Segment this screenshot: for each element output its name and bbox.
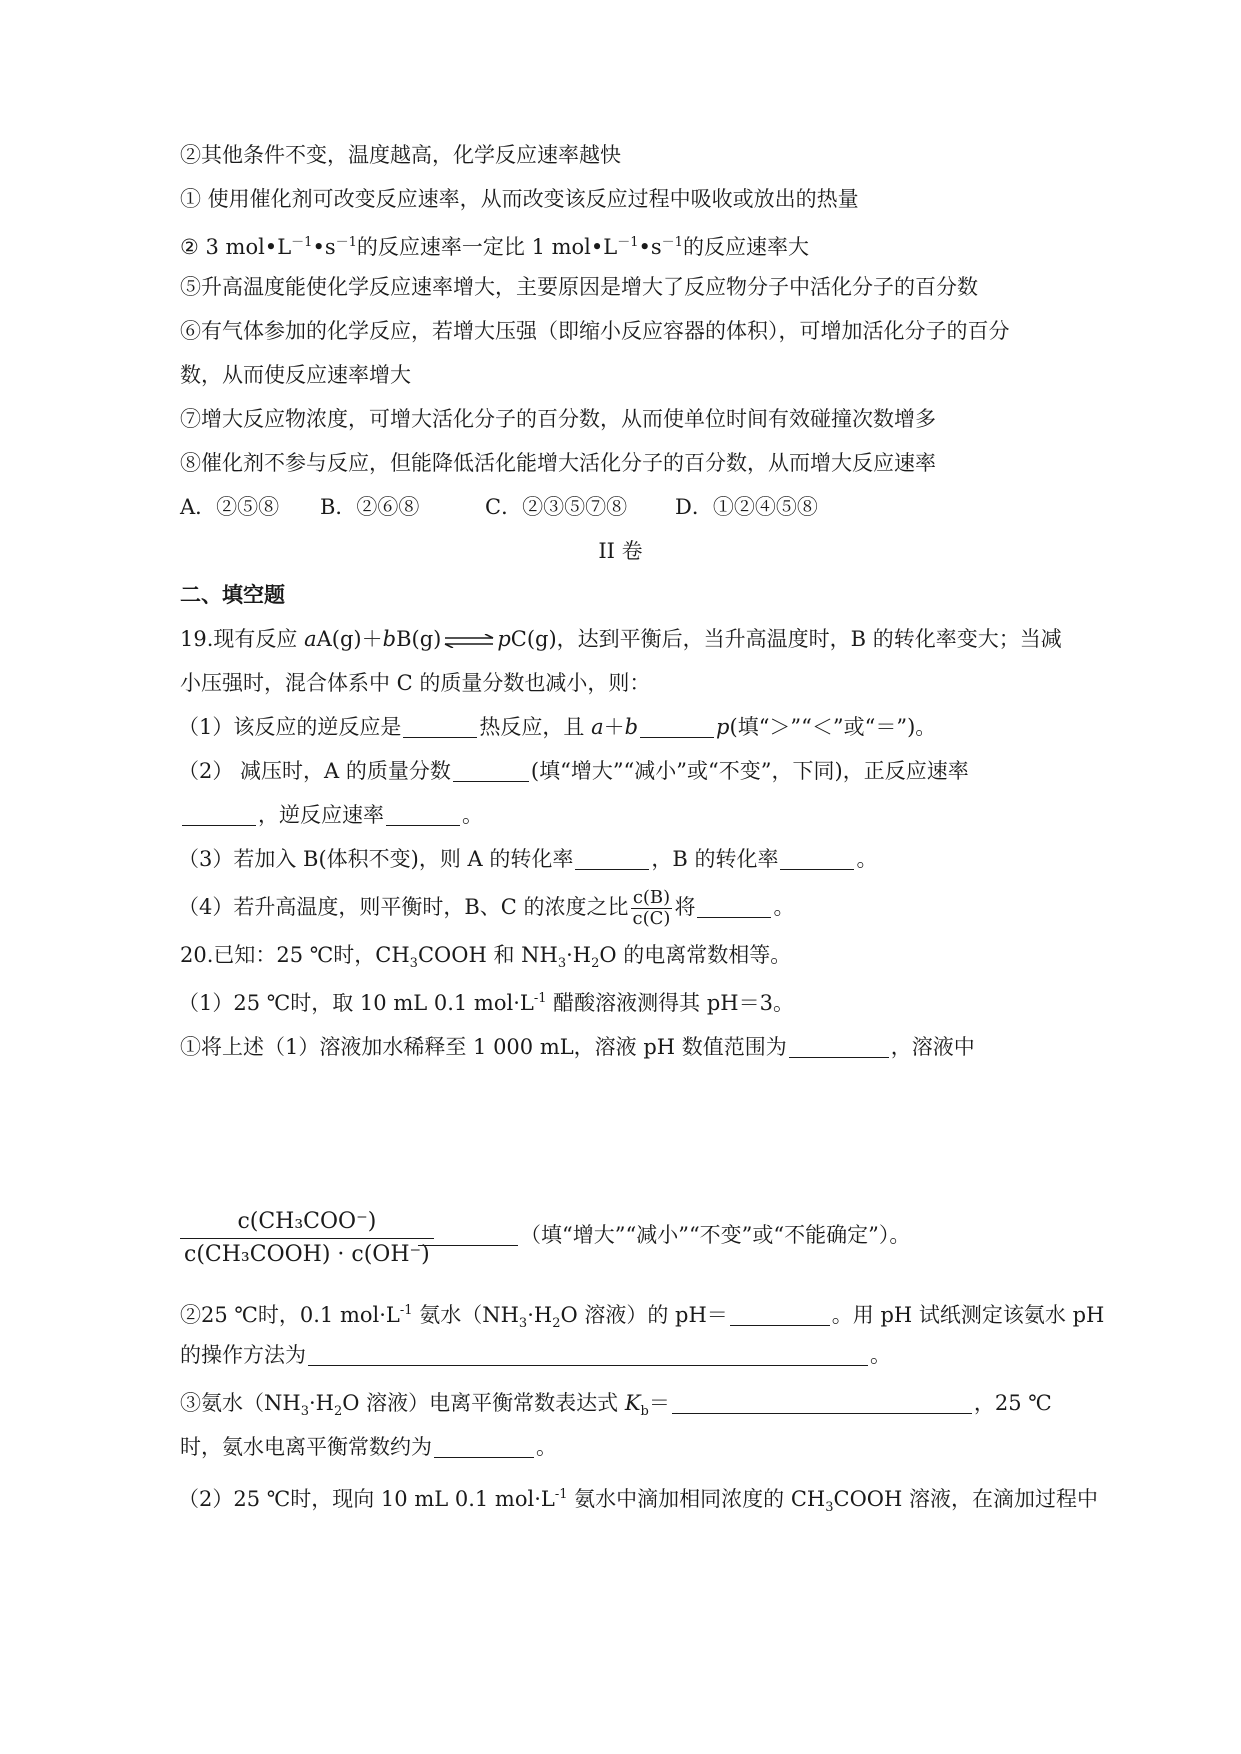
sup: －1 [335,235,357,250]
option-c[interactable]: C．②③⑤⑦⑧ [485,495,628,519]
q20-part1-sub3-line2 [180,1432,557,1462]
text: A(g)＋ [316,627,383,651]
text: （2）25 ℃时，现向 10 mL 0.1 mol·L [178,1487,555,1511]
text: 氨水中滴加相同浓度的 CH [567,1487,826,1511]
text: ③氨水（NH [180,1391,301,1415]
answer-blank[interactable] [697,895,771,918]
answer-blank[interactable] [730,1303,830,1326]
answer-blank[interactable] [182,803,256,826]
statement-6-line1: ⑥有气体参加的化学反应，若增大压强（即缩小反应容器的体积），可增加活化分子的百分 [180,319,1010,343]
q20-part2 [178,1480,1098,1523]
option-d[interactable]: D．①②④⑤⑧ [675,495,818,519]
section-title: 二、填空题 [180,583,285,607]
volume-title: II 卷 [598,539,643,563]
text: B(g) [396,627,442,651]
text: 。 [856,847,878,871]
answer-blank[interactable] [434,1435,534,1458]
text: （填“增大”“减小”“不变”或“不能确定”）。 [520,1223,911,1247]
text: 将 [674,895,696,919]
q19-part3 [178,844,877,874]
text: 。 [870,1343,891,1367]
text: C(g)，达到平衡后，当升高温度时，B 的转化率变大；当减 [510,627,1062,651]
text: 热反应，且 [479,715,592,739]
var-p: p [716,715,730,739]
sub: 2 [591,956,600,972]
sub: 3 [409,956,418,972]
text: •s [638,235,662,259]
text: 。用 pH 试纸测定该氨水 pH [831,1303,1105,1327]
text: COOH 溶液，在滴加过程中 [833,1487,1099,1511]
text: 19.现有反应 [180,627,305,651]
text: 。 [773,895,795,919]
sub: 3 [300,1404,309,1420]
text: 的反应速率大 [682,235,809,259]
q19-part4 [178,888,794,929]
text: （1）该反应的逆反应是 [178,715,402,739]
q20-stem [180,940,791,979]
text: 。 [462,803,483,827]
q19-part1 [178,712,936,742]
answer-blank[interactable] [403,715,477,738]
text: 醋酸溶液测得其 pH＝3。 [546,991,794,1015]
answer-blank[interactable] [308,1343,868,1366]
var-a: a [591,715,604,739]
answer-options [180,492,818,522]
equilibrium-arrow-icon [443,634,495,648]
text: (填“增大”“减小”或“不变”，下同)，正反应速率 [530,759,969,783]
text: COOH 和 NH [417,943,558,967]
text: O 溶液）电离平衡常数表达式 [342,1391,625,1415]
var-b: b [624,715,639,739]
statement-2-temperature: ②其他条件不变，温度越高，化学反应速率越快 [180,143,621,167]
fraction-denominator: c(C) [632,908,671,929]
sub: 2 [552,1316,561,1332]
q20-part1-sub2 [180,1296,1104,1339]
text: ＝ [648,1391,670,1415]
text: 的操作方法为 [180,1343,306,1367]
sup: －1 [617,235,639,250]
q19-stem-line2: 小压强时，混合体系中 C 的质量分数也减小，则： [180,671,651,695]
sub: 3 [825,1500,834,1516]
q20-part1-sub2-line2 [180,1340,891,1370]
statement-2-rate-compare [180,228,809,262]
answer-blank[interactable] [789,1035,889,1058]
fraction-denominator: c(CH₃COOH) · c(OH⁻) [184,1242,430,1267]
text: O 的电离常数相等。 [599,943,792,967]
answer-blank[interactable] [640,715,714,738]
text: ·H [308,1391,334,1415]
ratio-fraction [631,888,673,929]
sup: -1 [533,991,547,1006]
answer-blank[interactable] [386,803,460,826]
statement-5: ⑤升高温度能使化学反应速率增大，主要原因是增大了反应物分子中活化分子的百分数 [180,275,978,299]
answer-blank[interactable] [453,759,529,782]
q19-stem-line1 [180,624,1062,654]
q20-fill-hint [416,1220,910,1250]
ionization-fraction [180,1208,434,1269]
text: ，逆反应速率 [258,803,384,827]
sup: -1 [554,1487,568,1502]
text: （4）若升高温度，则平衡时，B、C 的浓度之比 [178,895,629,919]
option-a[interactable]: A．②⑤⑧ [180,495,280,519]
answer-blank[interactable] [672,1391,972,1414]
text: ＋ [603,715,625,739]
text: ·H [566,943,592,967]
text: ②25 ℃时，0.1 mol·L [180,1303,400,1327]
var-p: p [497,627,511,651]
answer-blank[interactable] [780,847,854,870]
text: •s [312,235,336,259]
sup: -1 [399,1303,413,1318]
var-k: K [624,1391,641,1415]
sub: b [640,1404,649,1420]
text: 20.已知：25 ℃时，CH [180,943,410,967]
statement-7: ⑦增大反应物浓度，可增大活化分子的百分数，从而使单位时间有效碰撞次数增多 [180,407,936,431]
fraction-numerator: c(CH₃COO⁻) [180,1208,434,1239]
sup: －1 [291,235,313,250]
answer-blank[interactable] [418,1223,518,1246]
var-b: b [382,627,397,651]
text: ，25 ℃ [973,1391,1052,1415]
text: 的反应速率一定比 1 mol•L [356,235,618,259]
statement-1-catalyst: ① 使用催化剂可改变反应速率，从而改变该反应过程中吸收或放出的热量 [180,187,859,211]
text: ② 3 mol•L [180,235,292,259]
text: 时，氨水电离平衡常数约为 [180,1435,432,1459]
text: ，溶液中 [890,1035,975,1059]
q20-part1-sub1 [180,1032,975,1062]
statement-8: ⑧催化剂不参与反应，但能降低活化能增大活化分子的百分数，从而增大反应速率 [180,451,936,475]
q19-part2-line1 [178,756,969,786]
var-a: a [304,627,317,651]
option-b[interactable]: B．②⑥⑧ [320,495,420,519]
text: (填“＞”“＜”或“＝”)。 [729,715,937,739]
answer-blank[interactable] [575,847,649,870]
text: 氨水（NH [412,1303,519,1327]
q19-part2-line2 [180,800,483,830]
sup: －1 [661,235,683,250]
text: O 溶液）的 pH＝ [560,1303,728,1327]
text: （2） 减压时，A 的质量分数 [178,759,451,783]
text: （1）25 ℃时，取 10 mL 0.1 mol·L [178,991,534,1015]
statement-6-line2: 数，从而使反应速率增大 [180,363,411,387]
sub: 2 [333,1404,343,1420]
q20-part1-sub3 [180,1388,1052,1427]
q20-part1 [178,984,794,1018]
text: 。 [536,1435,557,1459]
sub: 3 [518,1316,528,1332]
text: ·H [527,1303,553,1327]
fraction-numerator: c(B) [631,888,673,909]
text: （3）若加入 B(体积不变)，则 A 的转化率 [178,847,574,871]
text: ①将上述（1）溶液加水稀释至 1 000 mL，溶液 pH 数值范围为 [180,1035,787,1059]
sub: 3 [557,956,567,972]
text: ，B 的转化率 [651,847,779,871]
